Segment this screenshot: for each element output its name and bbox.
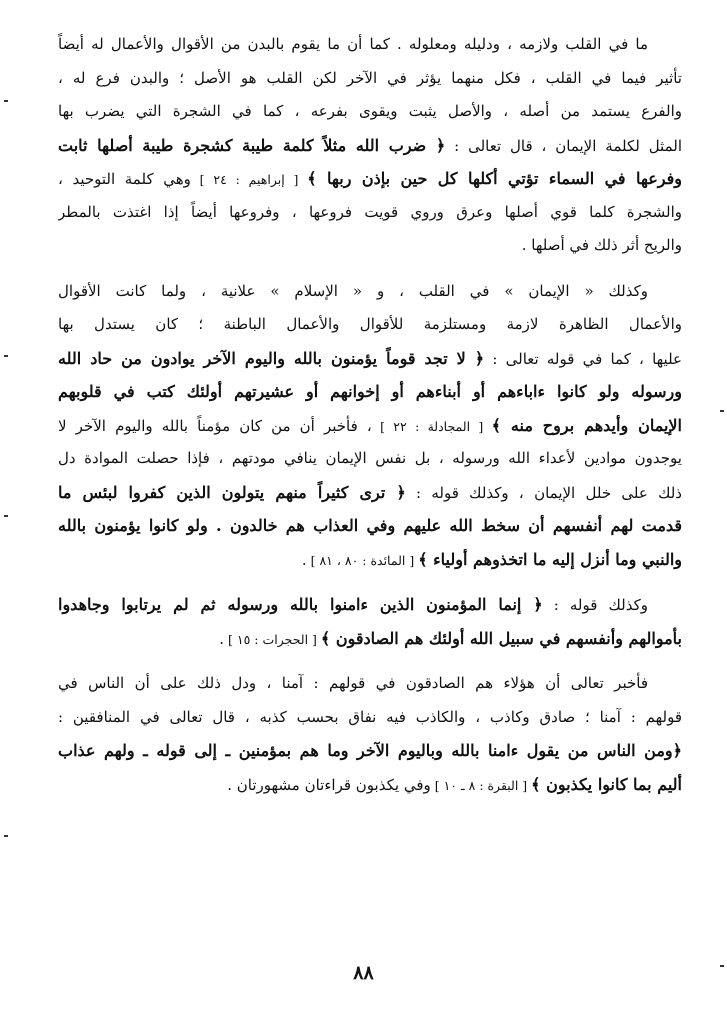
text-line <box>58 129 682 163</box>
text-line <box>58 442 682 476</box>
quran-verse: وفرعها في السماء تؤتي أكلها كل حين بإذن ربها ﴾ <box>307 169 682 188</box>
text-line <box>58 375 682 409</box>
body-text: وكذلك قوله : <box>542 596 648 614</box>
text-line <box>58 342 682 376</box>
body-text: يوجدون موادين لأعداء الله ورسوله ، بل نفس الإيمان ينافي مودتهم ، فإذا حصلت الموادة دل <box>58 449 682 467</box>
text-line <box>58 275 682 309</box>
body-text: ذلك على خلل الإيمان ، وكذلك قوله : <box>405 483 682 502</box>
body-text: ، فأخبر أن من كان مؤمناً بالله واليوم الآخر لا <box>58 416 372 435</box>
quran-verse: قدمت لهم أنفسهم أن سخط الله عليهم وفي العذاب هم خالدون . ولو كانوا يؤمنون بالله <box>58 516 682 535</box>
body-text: والفرع يستمد من أصله ، والأصل يثبت ويقوى بفرعه ، كما في الشجرة التي يضرب بها <box>58 102 682 120</box>
margin-mark <box>4 355 8 357</box>
body-text: وفي يكذبون قراءتان مشهورتان . <box>227 775 431 794</box>
text-line <box>58 768 682 802</box>
text-line <box>58 476 682 510</box>
quran-verse: ورسوله ولو كانوا ءاباءهم أو أبناءهم أو إخوانهم أو عشيرتهم أولئك كتب في قلوبهم <box>58 382 682 401</box>
text-line <box>58 509 682 543</box>
quran-verse: والنبي وما أنزل إليه ما اتخذوهم أولياء ﴾ <box>418 549 682 569</box>
margin-mark <box>4 835 8 837</box>
body-text: والريح أثر ذلك في أصلها . <box>521 236 682 254</box>
verse-reference: [ الحجرات : ١٥ ] <box>224 631 321 647</box>
paragraph <box>58 667 682 801</box>
body-text: . <box>219 629 225 648</box>
verse-reference: [ البقرة : ٨ ـ ١٠ ] <box>430 777 532 793</box>
body-text: عليها ، كما في قوله تعالى : <box>484 349 682 368</box>
text-line <box>58 308 682 342</box>
text-line <box>58 543 682 577</box>
body-text: والشجرة كلما قوي أصلها وعرق وروي قويت فروعها ، وفروعها أيضاً إذا اغتذت بالمطر <box>58 202 682 221</box>
margin-mark <box>720 410 724 412</box>
quran-verse: ﴿ ضرب الله مثلاً كلمة طيبة كشجرة طيبة أصلها ثابت <box>58 135 446 155</box>
margin-mark <box>720 965 724 967</box>
paragraph <box>58 275 682 577</box>
body-text: . <box>301 550 307 569</box>
text-line <box>58 196 682 230</box>
book-page <box>58 28 682 978</box>
margin-mark <box>4 100 8 102</box>
quran-verse: ﴿ إنما المؤمنون الذين ءامنوا بالله ورسوله ثم لم يرتابوا وجاهدوا <box>58 595 543 614</box>
text-line <box>58 622 682 656</box>
quran-verse: أليم بما كانوا يكذبون ﴾ <box>531 774 682 794</box>
quran-verse: ﴿ ترى كثيراً منهم يتولون الذين كفروا لبئس ما <box>58 482 406 502</box>
quran-verse: ﴿ لا تجد قوماً يؤمنون بالله واليوم الآخر يوادون من حاد الله <box>58 348 485 368</box>
text-line <box>58 701 682 735</box>
body-text: المثل لكلمة الإيمان ، قال تعالى : <box>445 136 682 155</box>
quran-verse: بأموالهم وأنفسهم في سبيل الله أولئك هم الصادقون ﴾ <box>320 628 682 648</box>
body-text: وكذلك « الإيمان » في القلب ، و « الإسلام » علانية ، ولما كانت الأقوال <box>58 281 648 300</box>
text-line <box>58 409 682 443</box>
page-number: ٨٨ <box>353 962 374 984</box>
text-line <box>58 28 682 62</box>
body-text: تأثير فيما في القلب ، فكل منهما يؤثر في الآخر لكن القلب هو الأصل ؛ والبدن فرع له ، <box>58 68 682 87</box>
text-line <box>58 95 682 129</box>
text-line <box>58 734 682 768</box>
body-text: وهي كلمة التوحيد ، <box>58 170 191 188</box>
paragraph <box>58 588 682 655</box>
verse-reference: [ إبراهيم : ٢٤ ] <box>190 172 308 187</box>
quran-verse: الإيمان وأيدهم بروح منه ﴾ <box>491 415 682 435</box>
text-line <box>58 62 682 96</box>
text-line <box>58 667 682 701</box>
paragraph <box>58 28 682 263</box>
quran-verse: ﴿ومن الناس من يقول ءامنا بالله وباليوم الآخر وما هم بمؤمنين ـ إلى قوله ـ ولهم عذاب <box>58 741 682 760</box>
body-text: والأعمال الظاهرة لازمة ومستلزمة للأقوال والأعمال الباطنة ؛ كان يستدل بها <box>58 315 682 333</box>
verse-reference: [ المائدة : ٨٠ ، ٨١ ] <box>306 552 419 568</box>
body-text: قولهم : آمنا ؛ صادق وكاذب ، والكاذب فيه نفاق بحسب كذبه ، قال تعالى في المنافقين : <box>58 707 682 726</box>
verse-reference: [ المجادلة : ٢٢ ] <box>371 418 492 434</box>
margin-mark <box>4 515 8 517</box>
text-line <box>58 588 682 622</box>
text-line <box>58 229 682 263</box>
text-line <box>58 162 682 196</box>
body-text: فأخبر تعالى أن هؤلاء هم الصادقون في قولهم : آمنا ، ودل ذلك على أن الناس في <box>58 674 648 692</box>
body-text: ما في القلب ولازمه ، ودليله ومعلوله . كما أن ما يقوم بالبدن من الأقوال والأعمال له أيضاً <box>58 35 648 53</box>
